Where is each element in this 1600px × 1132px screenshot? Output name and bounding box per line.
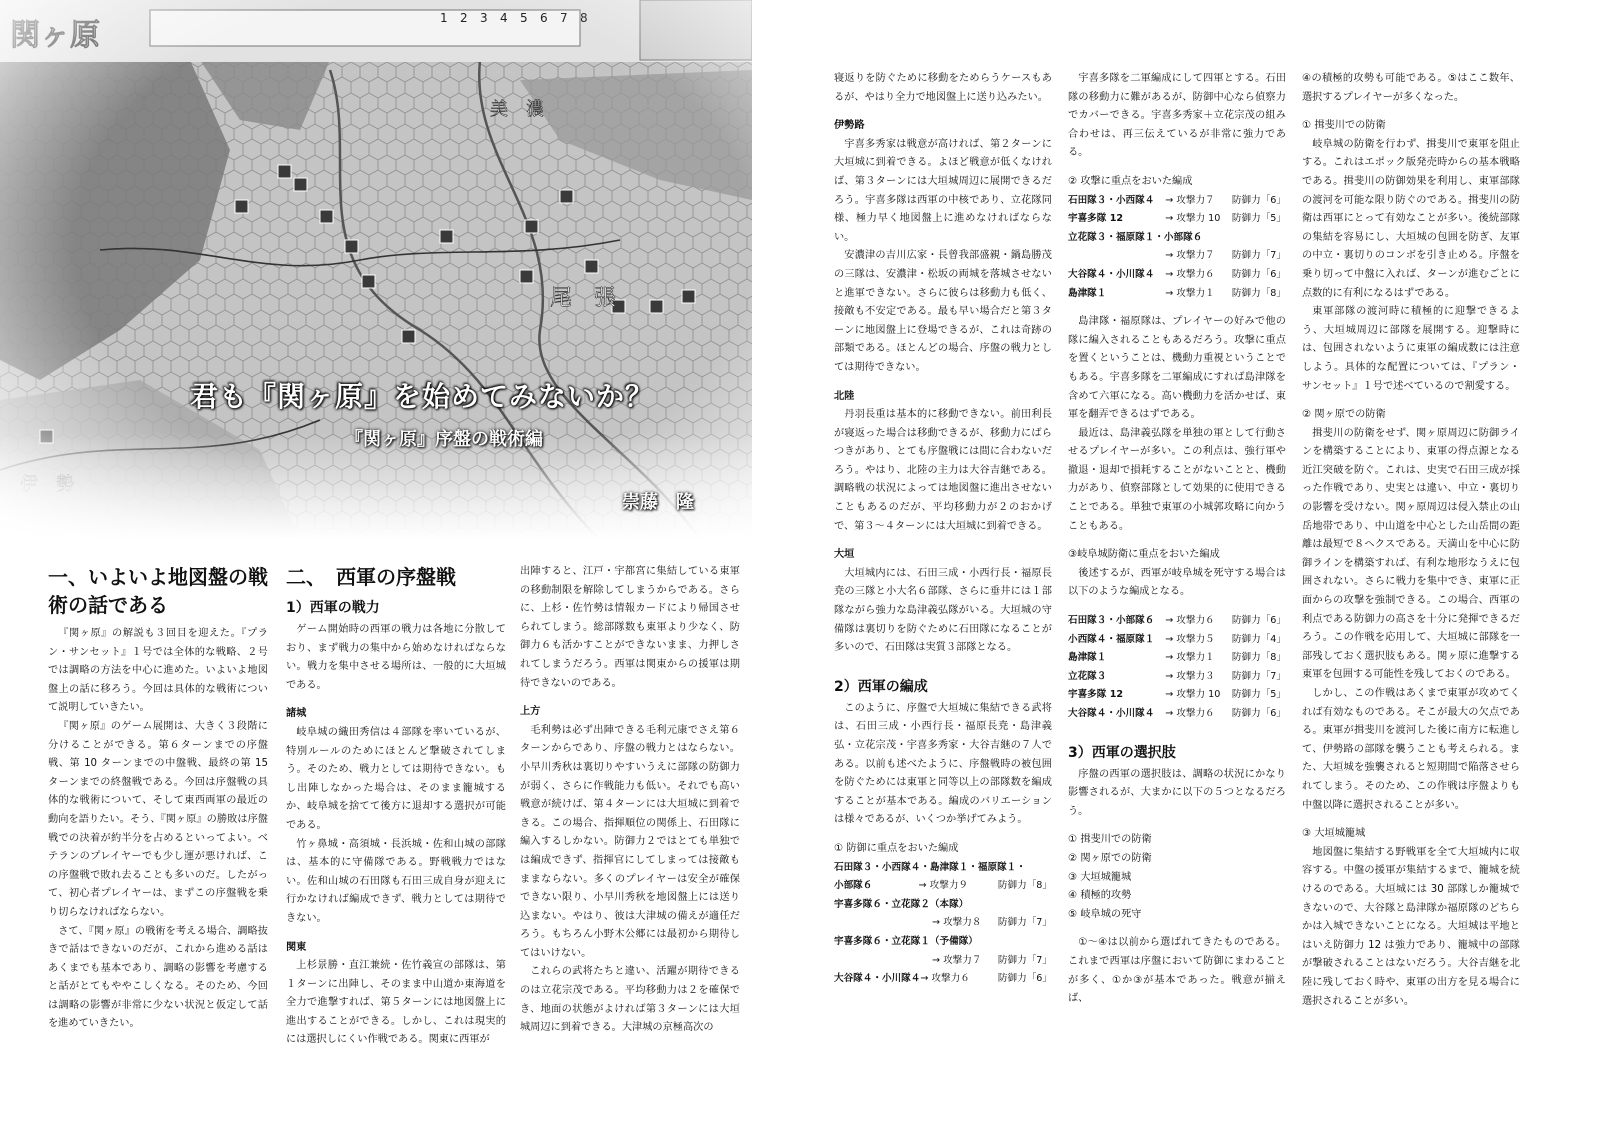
formation-unit: 立花隊３: [1068, 670, 1107, 682]
author-name: 崇藤 隆: [622, 492, 694, 513]
paragraph: 後述するが、西軍が岐阜城を死守する場合は以下のような編成となる。: [1068, 567, 1286, 598]
subheading-west-strength: 1）西軍の戦力: [286, 600, 380, 616]
formation-attack: → 攻撃力６: [1165, 615, 1215, 627]
cover-map-image: [0, 0, 752, 540]
formation-defense: 防御力「5」: [1231, 213, 1286, 225]
paragraph: 『関ヶ原』のゲーム展開は、大きく３段階に分けることができる。第６ターンまでの序盤戦、第 10 ターンまでの中盤戦、最終の第 15 ターンまでの終盤戦である。今回は序盤戦の具体的な戦術について、そして東西両軍の最近の動向を語りたい。そう、『関ヶ原』の勝敗は序盤戦での決着が約半分を占めるといってよい。ベテランのプレイヤーでも少し運が悪ければ、この序盤戦で敗れ去ることも多いのだ。したがって、初心者プレイヤーは、まずこの序盤戦を乗り切らなければならない。: [48, 720, 268, 918]
option-2-label: ② 関ヶ原での防衛: [1302, 409, 1386, 421]
column-left-1: [48, 563, 268, 1034]
paragraph: 岐阜城の防衛を行わず、揖斐川で東軍を阻止する。これはエポック版発売時からの基本戦略である。揖斐川の防御効果を利用し、東軍部隊の渡河を可能な限り防ぐのである。揖斐川の防衛は西軍にとって有効なことが多い。後続部隊の集結を容易にし、大垣城の包囲を防ぎ、友軍の中立・裏切りのコンボを引き止める。序盤を乗り切って中盤に入れば、ターンが進むごとに点数的に有利になるはずである。: [1302, 138, 1520, 299]
formation-attack: → 攻撃力７: [1165, 250, 1215, 262]
subheading-west-formation: 2）西軍の編成: [834, 678, 928, 695]
option-3-label: ③ 大垣城籠城: [1302, 828, 1366, 840]
formation-unit: 小部隊６: [834, 880, 873, 892]
formation-defense: 防御力「6」: [997, 973, 1052, 985]
option-item: ④ 積極的攻勢: [1068, 890, 1132, 902]
formation-2-list: [1068, 192, 1286, 304]
formation-defense: 防御力「6」: [1231, 268, 1286, 280]
formation-1-label: ① 防御に重点をおいた編成: [834, 842, 959, 854]
formation-defense: 防御力「8」: [1231, 287, 1286, 299]
label-kamigata: 上方: [520, 706, 541, 718]
paragraph: さて、『関ヶ原』の戦術を考える場合、調略抜きで話はできないのだが、これから進める話はあくまでも基本であり、調略の影響を考慮すると話がとてもややこしくなる。そのため、今回は調略の影響が非常に少ない状況と仮定して話を進めていきたい。: [48, 925, 268, 1030]
formation-unit: 石田隊３・小西隊４・島津隊１・福原隊１・: [834, 861, 1026, 873]
column-left-2: [286, 563, 506, 1050]
column-right-1: [834, 70, 1052, 989]
label-kanto: 関東: [286, 941, 307, 953]
section-heading-2: 二、 西軍の序盤戦: [286, 565, 456, 589]
column-right-2: [1068, 70, 1286, 1009]
paragraph: 東軍部隊の渡河時に積極的に迎撃できるよう、大垣城周辺に部隊を展開する。迎撃時には、包囲されないように東軍の編成数には注意しよう。具体的な配置については、『プラン・サンセット』１号で述べているので割愛する。: [1302, 306, 1520, 392]
formation-attack: → 攻撃力６: [920, 973, 970, 985]
paragraph: 宇喜多隊を二軍編成にして四軍とする。石田隊の移動力に難があるが、防御中心なら偵察力でカバーできる。宇喜多秀家＋立花宗茂の組み合わせは、再三伝えているが非常に強力である。: [1068, 73, 1286, 159]
formation-attack: → 攻撃力１: [1165, 652, 1215, 664]
formation-3-label: ③岐阜城防衛に重点をおいた編成: [1068, 549, 1220, 561]
paragraph: 地図盤に集結する野戦軍を全て大垣城内に収容する。中盤の援軍が集結するまで、籠城を続けるのである。大垣城には 30 部隊しか籠城できないので、大谷隊と島津隊か福原隊のどちらかは入城できないことになる。大垣城は平地とはいえ防御力 12 は強力であり、籠城中の部隊が撃破されることはないだろう。大谷吉継を北陸に残しておく時や、東軍の出方を見る場合に選択されることが多い。: [1302, 846, 1520, 1007]
formation-unit: 石田隊３・小西隊４: [1068, 194, 1155, 206]
formation-attack: → 攻撃力７: [1165, 194, 1215, 206]
section-heading-1: 一、いよいよ地図盤の戦術の話である: [48, 565, 268, 617]
paragraph: このように、序盤で大垣城に集結できる武将は、石田三成・小西行長・福原長尭・島津義弘・立花宗茂・宇喜多秀家・大谷吉継の７人である。以前も述べたように、序盤戦時の被包囲を防ぐためには東軍と同等以上の部隊数を編成することが基本である。編成のバリエーションは様々であるが、いくつか挙げてみよう。: [834, 702, 1052, 826]
subheading-west-options: 3）西軍の選択肢: [1068, 744, 1176, 761]
paragraph: これらの武将たちと違い、活躍が期待できるのは立花宗茂である。平均移動力は２を確保でき、地面の状態がよければ第３ターンには大垣城周辺に到着できる。大津城の京極高次の: [520, 966, 740, 1034]
option-item: ② 関ヶ原での防衛: [1068, 852, 1152, 864]
formation-defense: 防御力「6」: [1231, 194, 1286, 206]
formation-defense: 防御力「7」: [1231, 670, 1286, 682]
paragraph: 竹ヶ鼻城・高須城・長浜城・佐和山城の部隊は、基本的に守備隊である。野戦戦力ではない。佐和山城の石田隊も石田三成自身が迎えに行かなければ編成できず、戦力としては期待できない。: [286, 838, 506, 924]
paragraph: 『関ヶ原』の解説も３回目を迎えた。『プラン・サンセット』１号では全体的な戦略、２号では調略の方法を中心に進めた。いよいよ地図盤上の話に移ろう。今回は具体的な戦術について説明していきたい。: [48, 628, 268, 714]
formation-unit: 島津隊１: [1068, 652, 1107, 664]
formation-attack: → 攻撃力 10: [1165, 689, 1221, 701]
formation-defense: 防御力「7」: [1231, 250, 1286, 262]
paragraph: 岐阜城の織田秀信は４部隊を率いているが、特別ルールのためにほとんど撃破されてしまう。そのため、戦力としては期待できない。もし出陣しなかった場合は、そのまま籠城するか、岐阜城を捨てて後方に退却する選択が可能である。: [286, 726, 506, 831]
formation-defense: 防御力「6」: [1231, 615, 1286, 627]
paragraph: 上杉景勝・直江兼続・佐竹義宣の部隊は、第１ターンに出陣し、そのまま中山道か東海道を全力で進撃すれば、第５ターンには地図盤上に進出することができる。しかし、これは現実的には選択しにくい作戦である。関東に西軍が: [286, 960, 506, 1046]
paragraph: ゲーム開始時の西軍の戦力は各地に分散しており、まず戦力の集中から始めなければならない。戦力を集中させる場所は、一般的に大垣城である。: [286, 624, 506, 691]
formation-attack: → 攻撃力９: [918, 880, 969, 892]
formation-attack: → 攻撃力８: [932, 917, 982, 929]
article-subtitle: 『関ヶ原』序盤の戦術編: [345, 429, 543, 450]
formation-unit: 宇喜多隊 12: [1068, 689, 1124, 701]
formation-defense: 防御力「5」: [1231, 689, 1286, 701]
option-1-label: ① 揖斐川での防衛: [1302, 120, 1386, 132]
option-item: ③ 大垣城籠城: [1068, 871, 1132, 883]
formation-attack: → 攻撃力３: [1165, 670, 1215, 682]
formation-attack: → 攻撃力 10: [1165, 213, 1221, 225]
paragraph: 大垣城内には、石田三成・小西行長・福原長尭の三隊と小大名６部隊、さらに垂井には１部隊ながら強力な島津義弘隊がいる。大垣城の守備隊は裏切りを防ぐために石田隊になることが多いので、石田隊は実質３部隊となる。: [834, 567, 1052, 654]
paragraph: 丹羽長重は基本的に移動できない。前田利長が寝返った場合は移動できるが、移動力にばらつきがあり、とても序盤戦には間に合わないだろう。やはり、北陸の主力は大谷吉継である。調略戦の状況によっては地図盤に進出させないこともあるのだが、平均移動力が２のおかげで、第３～４ターンには大垣城に到着できる。: [834, 409, 1052, 532]
formation-unit: 宇喜多隊６・立花隊２（本隊）: [834, 898, 969, 910]
formation-unit: 立花隊３・福原隊１・小部隊６: [1068, 231, 1203, 243]
paragraph: 島津隊・福原隊は、プレイヤーの好みで他の隊に編入されることもあるだろう。攻撃に重点を置くということは、機動力重視ということでもある。宇喜多隊を二軍編成にすれば島津隊を含めて六軍になる。高い機動力を活かせば、東軍を翻弄できるはずである。: [1068, 316, 1286, 421]
label-ogaki: 大垣: [834, 549, 855, 561]
paragraph: 最近は、島津義弘隊を単独の軍として行動させるプレイヤーが多い。この利点は、強行軍や撤退・退却で損耗することがないことと、機動力があり、偵察部隊として効果的に使用できることである。単独で東軍の小城郭攻略に向かうこともある。: [1068, 427, 1286, 532]
formation-defense: 防御力「7」: [997, 954, 1052, 966]
paragraph: 寝返りを防ぐために移動をためらうケースもあるが、やはり全力で地図盤上に送り込みたい。: [834, 73, 1052, 103]
formation-unit: 石田隊３・小部隊６: [1068, 615, 1155, 627]
formation-defense: 防御力「4」: [1231, 633, 1286, 645]
article-title: 君も『関ヶ原』を始めてみないか？: [190, 380, 655, 413]
paragraph: 安濃津の吉川広家・長曾我部盛親・鍋島勝茂の三隊は、安濃津・松坂の両城を落城させないと進軍できない。さらに彼らは移動力も低く、接敵も不安定である。最も早い場合だと第３ターンに地図盤上に登場できるが、これは奇跡の部類である。ほとんどの場合、序盤の戦力としては期待できない。: [834, 250, 1052, 373]
game-map-illustration: [0, 0, 752, 540]
formation-unit: 大谷隊４・小川隊４: [1068, 268, 1155, 280]
formation-1-list: [834, 859, 1052, 989]
label-iseji: 伊勢路: [834, 120, 865, 132]
label-hokuriku: 北陸: [834, 390, 855, 402]
formation-unit: 大谷隊４・小川隊４: [1068, 708, 1155, 719]
formation-defense: 防御力「6」: [1231, 708, 1286, 719]
option-item: ① 揖斐川での防衛: [1068, 834, 1152, 846]
formation-attack: → 攻撃力６: [1165, 268, 1215, 280]
formation-attack: → 攻撃力１: [1165, 287, 1215, 299]
paragraph: ④の積極的攻勢も可能である。⑤はここ数年、選択するプレイヤーが多くなった。: [1302, 73, 1520, 103]
formation-unit: 宇喜多隊 12: [1068, 213, 1124, 225]
formation-defense: 防御力「7」: [997, 917, 1052, 929]
paragraph: しかし、この作戦はあくまで東軍が攻めてくれば有効なものである。そこが最大の欠点である。東軍が揖斐川を渡河した後に南方に転進して、伊勢路の部隊を襲うことも考えられる。また、大垣城を強襲されると短期間で陥落させられてしまう。そのため、この作戦は序盤よりも中盤以降に選択されることが多い。: [1302, 688, 1520, 811]
formation-attack: → 攻撃力５: [1165, 633, 1215, 645]
paragraph: 序盤の西軍の選択肢は、調略の状況にかなり影響されるが、大まかに以下の５つとなるだろう。: [1068, 768, 1286, 817]
formation-unit: 大谷隊４・小川隊４: [834, 973, 921, 985]
formation-unit: 島津隊１: [1068, 287, 1107, 299]
formation-attack: → 攻撃力７: [932, 954, 982, 966]
formation-3-list: [1068, 612, 1286, 724]
option-item: ⑤ 岐阜城の死守: [1068, 908, 1142, 920]
formation-unit: [1068, 247, 1165, 266]
paragraph: 宇喜多秀家は戦意が高ければ、第２ターンに大垣城に到着できる。よほど戦意が低くなければ、第３ターンには大垣城周辺に展開できるだろう。宇喜多隊は西軍の中核であり、立花隊同様、極力早く地図盤上に進めなければならない。: [834, 138, 1052, 243]
paragraph: ①～④は以前から選ばれてきたものである。これまで西軍は序盤において防御にまわることが多く、①か③が基本であった。戦意が揃えば、: [1068, 937, 1286, 1005]
formation-defense: 防御力「8」: [1231, 652, 1286, 664]
formation-2-label: ② 攻撃に重点をおいた編成: [1068, 175, 1193, 187]
column-left-3: [520, 563, 740, 1038]
formation-unit: 小西隊４・福原隊１: [1068, 633, 1155, 645]
paragraph: 揖斐川の防衛をせず、関ヶ原周辺に防御ラインを構築することにより、東軍の得点源となる近江突破を防ぐ。これは、史実で石田三成が採った作戦であり、史実とは違い、中立・裏切りの影響を受けない。関ヶ原周辺は侵入禁止の山岳地帯であり、中山道を中心とした山岳間の距離は最短で８ヘクスである。天満山を中心に防御ラインを構築すれば、有利な地形なうえに包囲されない。さらに戦力を集中でき、東軍に正面からの攻撃を強制できる。この場合、西軍の利点である防御力の高さを十分に発揮できるだろう。この作戦を応用して、大垣城に部隊を一部残しておく選択肢もある。関ヶ原に進撃する東軍を包囲する可能性を残しておくのである。: [1302, 427, 1520, 681]
paragraph: 出陣すると、江戸・宇都宮に集結している東軍の移動制限を解除してしまうからである。さらに、上杉・佐竹勢は情報カードにより帰国させられてしまう。総部隊数も東軍より少なく、防御力６も活かすことができないまま、力押しされてしまうだろう。西軍は関東からの援軍は期待できないのである。: [520, 566, 740, 689]
column-right-3: [1302, 70, 1520, 1011]
formation-attack: → 攻撃力６: [1165, 708, 1215, 719]
label-shoshiro: 諸城: [286, 708, 307, 720]
formation-unit: 宇喜多隊６・立花隊１（予備隊）: [834, 935, 978, 947]
paragraph: 毛利勢は必ず出陣できる毛利元康でさえ第６ターンからであり、序盤の戦力とはならない。小早川秀秋は裏切りやすいうえに部隊の防御力が弱く、さらに作戦能力も低い。それでも高い戦意が続けば、第４ターンには大垣城に到着できる。この場合、指揮順位の関係上、石田隊に編入するしかない。防御力２ではとても単独では編成できず、指揮官にしてしまっては接敵もままならない。多くのプレイヤーは安全が確保できない限り、小早川秀秋を地図盤上には送り込まない。やはり、彼は大津城の備えが適任だろう。もちろん小野木公郷には最初から期待してはいけない。: [520, 724, 740, 959]
formation-defense: 防御力「8」: [997, 880, 1052, 892]
